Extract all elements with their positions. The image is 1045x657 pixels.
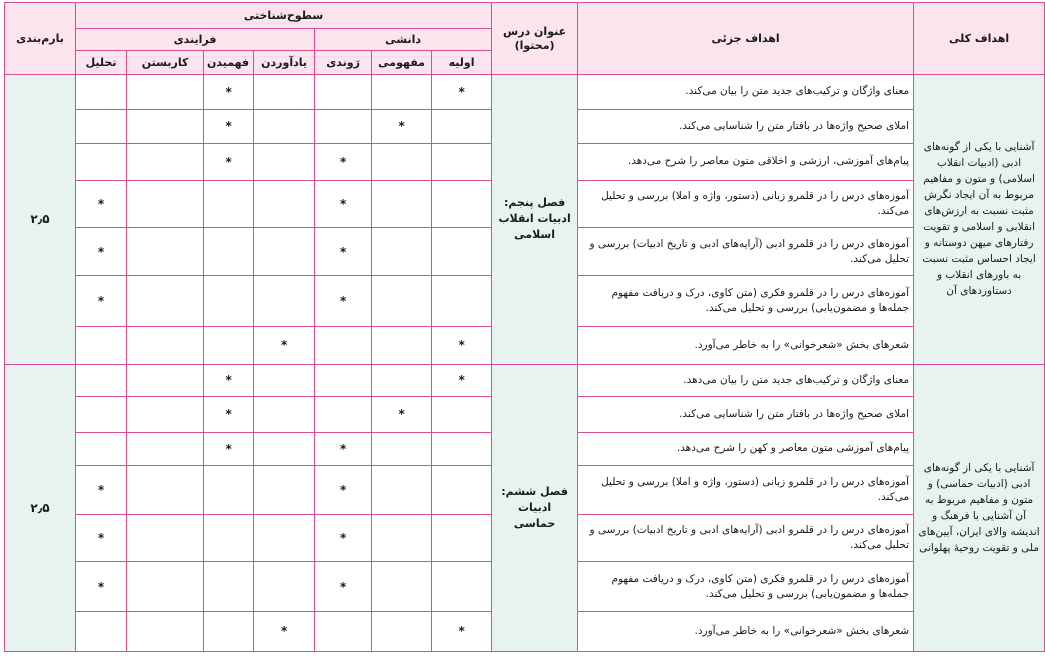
general-goal-cell: آشنایی با یکی از گونه‌های ادبی (ادبیات حماسی) و متون و مفاهیم مربوط به آن آشنایی با فرهنگ و اندیشه والای ایران، آیین‌های ملی و تقویت روحیهٔ پهلوانی [914, 364, 1045, 651]
level-mark-cell: * [76, 514, 127, 562]
objective-cell: آموزه‌های درس را در قلمرو فکری (متن کاوی، درک و دریافت مفهوم جمله‌ها و مضمون‌یابی) بررسی و تحلیل می‌کند. [578, 275, 914, 326]
header-sub-level: رَوندی [315, 51, 372, 75]
level-mark-cell [127, 144, 204, 181]
level-mark-cell: * [372, 396, 432, 432]
header-cognitive-levels: سطوح‌شناختی [76, 3, 492, 29]
level-mark-cell: * [372, 109, 432, 144]
level-mark-cell [372, 466, 432, 515]
level-mark-cell: * [315, 228, 372, 276]
level-mark-cell [432, 562, 492, 612]
level-mark-cell [127, 326, 204, 364]
objective-cell: شعرهای بخش «شعرخوانی» را به خاطر می‌آورد. [578, 326, 914, 364]
level-mark-cell: * [76, 228, 127, 276]
level-mark-cell [254, 180, 315, 228]
header-process: فرایندی [76, 29, 315, 51]
objective-cell: آموزه‌های درس را در قلمرو ادبی (آرایه‌های ادبی و تاریخ ادبیات) بررسی و تحلیل می‌کند. [578, 514, 914, 562]
level-mark-cell [204, 562, 254, 612]
table-row [5, 75, 1045, 110]
level-mark-cell [315, 364, 372, 396]
level-mark-cell [372, 275, 432, 326]
level-mark-cell [204, 611, 254, 651]
level-mark-cell [76, 144, 127, 181]
level-mark-cell: * [432, 326, 492, 364]
score-cell: ۲٫۵ [5, 364, 76, 651]
level-mark-cell [372, 144, 432, 181]
header-sub-level: مفهومی [372, 51, 432, 75]
level-mark-cell: * [254, 326, 315, 364]
level-mark-cell [315, 326, 372, 364]
level-mark-cell: * [76, 562, 127, 612]
level-mark-cell [254, 144, 315, 181]
level-mark-cell [127, 466, 204, 515]
level-mark-cell [254, 109, 315, 144]
level-mark-cell: * [76, 180, 127, 228]
level-mark-cell: * [315, 180, 372, 228]
level-mark-cell: * [204, 75, 254, 110]
level-mark-cell [315, 611, 372, 651]
level-mark-cell: * [204, 432, 254, 465]
level-mark-cell [254, 562, 315, 612]
level-mark-cell: * [315, 144, 372, 181]
level-mark-cell [127, 75, 204, 110]
objective-cell: پیام‌های آموزشی، ارزشی و اخلاقی متون معاصر را شرح می‌دهد. [578, 144, 914, 181]
level-mark-cell [204, 275, 254, 326]
level-mark-cell: * [432, 611, 492, 651]
level-mark-cell [254, 396, 315, 432]
level-mark-cell [432, 432, 492, 465]
header-score: بارم‌بندی [5, 3, 76, 75]
level-mark-cell [432, 466, 492, 515]
level-mark-cell [372, 75, 432, 110]
level-mark-cell [127, 432, 204, 465]
level-mark-cell [127, 109, 204, 144]
header-sub-level: اولیه [432, 51, 492, 75]
level-mark-cell: * [204, 144, 254, 181]
objective-cell: آموزه‌های درس را در قلمرو ادبی (آرایه‌های ادبی و تاریخ ادبیات) بررسی و تحلیل می‌کند. [578, 228, 914, 276]
level-mark-cell [372, 326, 432, 364]
level-mark-cell [254, 75, 315, 110]
level-mark-cell [127, 562, 204, 612]
level-mark-cell [76, 326, 127, 364]
header-knowledge: دانشی [315, 29, 492, 51]
level-mark-cell [372, 228, 432, 276]
level-mark-cell [432, 109, 492, 144]
level-mark-cell [372, 562, 432, 612]
header-sub-level: کاربستن [127, 51, 204, 75]
level-mark-cell [76, 611, 127, 651]
level-mark-cell [127, 364, 204, 396]
objective-cell: املای صحیح واژه‌ها در بافتار متن را شناسایی می‌کند. [578, 109, 914, 144]
level-mark-cell [432, 396, 492, 432]
level-mark-cell [204, 228, 254, 276]
level-mark-cell [432, 514, 492, 562]
curriculum-table [4, 2, 1045, 652]
objective-cell: آموزه‌های درس را در قلمرو زبانی (دستور، واژه و املا) بررسی و تحلیل می‌کند. [578, 466, 914, 515]
level-mark-cell: * [204, 396, 254, 432]
objective-cell: معنای واژگان و ترکیب‌های جدید متن را بیان می‌دهد. [578, 364, 914, 396]
header-detailed-objectives: اهداف جزئی [578, 3, 914, 75]
objective-cell: پیام‌های آموزشی متون معاصر و کهن را شرح می‌دهد. [578, 432, 914, 465]
level-mark-cell: * [254, 611, 315, 651]
level-mark-cell [254, 275, 315, 326]
level-mark-cell [432, 275, 492, 326]
objective-cell: آموزه‌های درس را در قلمرو فکری (متن کاوی، درک و دریافت مفهوم جمله‌ها و مضمون‌یابی) بررسی و تحلیل می‌کند. [578, 562, 914, 612]
header-lesson-title: عنوان درس (محتوا) [492, 3, 578, 75]
header-general-goals: اهداف کلی [914, 3, 1045, 75]
level-mark-cell [254, 514, 315, 562]
level-mark-cell [372, 514, 432, 562]
level-mark-cell [127, 275, 204, 326]
level-mark-cell [76, 432, 127, 465]
level-mark-cell: * [315, 514, 372, 562]
objective-cell: معنای واژگان و ترکیب‌های جدید متن را بیان می‌کند. [578, 75, 914, 110]
level-mark-cell: * [76, 466, 127, 515]
level-mark-cell [372, 432, 432, 465]
level-mark-cell [432, 180, 492, 228]
level-mark-cell: * [204, 364, 254, 396]
level-mark-cell [204, 514, 254, 562]
objective-cell: آموزه‌های درس را در قلمرو زبانی (دستور، واژه و املا) بررسی و تحلیل می‌کند. [578, 180, 914, 228]
level-mark-cell [204, 180, 254, 228]
level-mark-cell [76, 396, 127, 432]
level-mark-cell [127, 514, 204, 562]
level-mark-cell [76, 75, 127, 110]
level-mark-cell [372, 364, 432, 396]
level-mark-cell [315, 396, 372, 432]
level-mark-cell: * [315, 562, 372, 612]
level-mark-cell [127, 180, 204, 228]
level-mark-cell [315, 109, 372, 144]
level-mark-cell [254, 364, 315, 396]
header-sub-level: یادآوردن [254, 51, 315, 75]
level-mark-cell [204, 326, 254, 364]
table-row [5, 364, 1045, 396]
level-mark-cell: * [204, 109, 254, 144]
level-mark-cell [254, 432, 315, 465]
objective-cell: املای صحیح واژه‌ها در بافتار متن را شناسایی می‌کند. [578, 396, 914, 432]
level-mark-cell [76, 109, 127, 144]
level-mark-cell [372, 180, 432, 228]
level-mark-cell: * [315, 275, 372, 326]
level-mark-cell [254, 228, 315, 276]
level-mark-cell: * [315, 432, 372, 465]
level-mark-cell [372, 611, 432, 651]
table-body [5, 75, 1045, 652]
header-sub-level: فهمیدن [204, 51, 254, 75]
level-mark-cell [127, 228, 204, 276]
level-mark-cell [204, 466, 254, 515]
general-goal-cell: آشنایی با یکی از گونه‌های ادبی (ادبیات انقلاب اسلامی) و متون و مفاهیم مربوط به آن ایجاد نگرش مثبت نسبت به ارزش‌های انقلابی و اسلامی و تقویت رفتارهای میهن دوستانه و ایجاد احساس مثبت نسبت به باورهای انقلاب و دستاوردهای آن [914, 75, 1045, 365]
level-mark-cell [254, 466, 315, 515]
level-mark-cell [76, 364, 127, 396]
level-mark-cell [315, 75, 372, 110]
header-sub-level: تحلیل [76, 51, 127, 75]
level-mark-cell [432, 228, 492, 276]
level-mark-cell [127, 611, 204, 651]
level-mark-cell: * [76, 275, 127, 326]
score-cell: ۲٫۵ [5, 75, 76, 365]
level-mark-cell: * [432, 75, 492, 110]
lesson-title-cell: فصل پنجم: ادبیات انقلاب اسلامی [492, 75, 578, 365]
lesson-title-cell: فصل ششم: ادبیات حماسی [492, 364, 578, 651]
level-mark-cell: * [432, 364, 492, 396]
level-mark-cell [127, 396, 204, 432]
level-mark-cell: * [315, 466, 372, 515]
objective-cell: شعرهای بخش «شعرخوانی» را به خاطر می‌آورد. [578, 611, 914, 651]
level-mark-cell [432, 144, 492, 181]
